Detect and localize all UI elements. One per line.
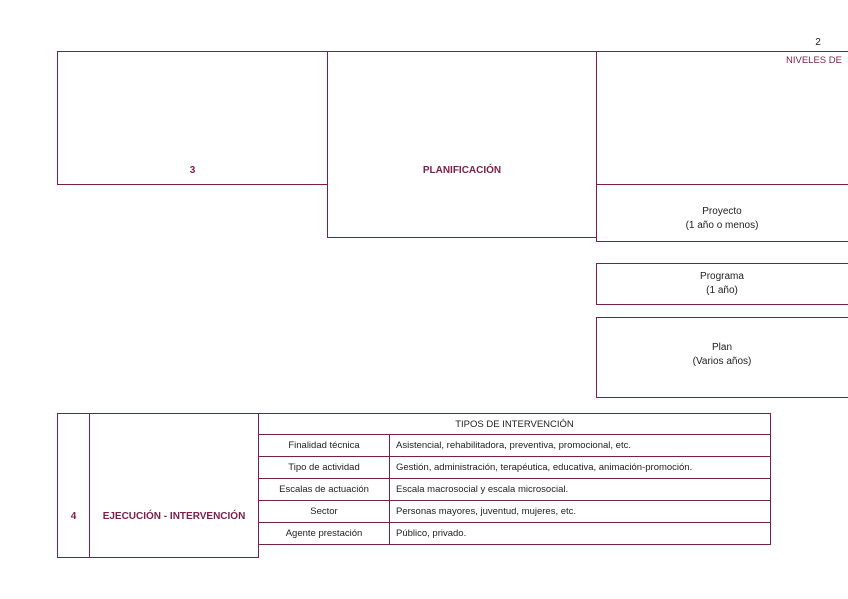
levels-header-label: NIVELES DE [786, 55, 842, 66]
row-value: Público, privado. [390, 523, 771, 545]
step-4-number-cell [57, 413, 90, 558]
row-value: Personas mayores, juventud, mujeres, etc. [390, 501, 771, 523]
row-value: Asistencial, rehabilitadora, preventiva, promocional, etc. [390, 435, 771, 457]
table-row [259, 457, 771, 479]
step-4-title: EJECUCIÓN - INTERVENCIÓN [102, 510, 246, 522]
row-key: Finalidad técnica [259, 435, 390, 457]
level-name: Programa [700, 271, 744, 282]
row-value: Gestión, administración, terapéutica, educativa, animación-promoción. [390, 457, 771, 479]
planning-box [327, 51, 597, 238]
row-value: Escala macrosocial y escala microsocial. [390, 479, 771, 501]
step-4-title-cell [89, 413, 259, 558]
level-name: Proyecto [702, 206, 742, 217]
row-key: Tipo de actividad [259, 457, 390, 479]
table-row [259, 523, 771, 545]
intervention-types-table [258, 413, 771, 545]
row-key: Escalas de actuación [259, 479, 390, 501]
planning-title: PLANIFICACIÓN [422, 164, 502, 176]
table-title: TIPOS DE INTERVENCIÓN [259, 414, 771, 435]
step-3-number: 3 [189, 164, 196, 176]
row-key: Agente prestación [259, 523, 390, 545]
level-duration: (1 año) [706, 285, 738, 296]
level-name: Plan [711, 342, 732, 353]
row-key: Sector [259, 501, 390, 523]
level-duration: (1 año o menos) [685, 220, 759, 231]
level-duration: (Varios años) [692, 356, 752, 367]
levels-header-box [596, 51, 848, 185]
table-row [259, 435, 771, 457]
table-row [259, 501, 771, 523]
table-row [259, 479, 771, 501]
page-number: 2 [815, 37, 821, 48]
step-4-number: 4 [70, 510, 77, 522]
table-header-row [259, 414, 771, 435]
